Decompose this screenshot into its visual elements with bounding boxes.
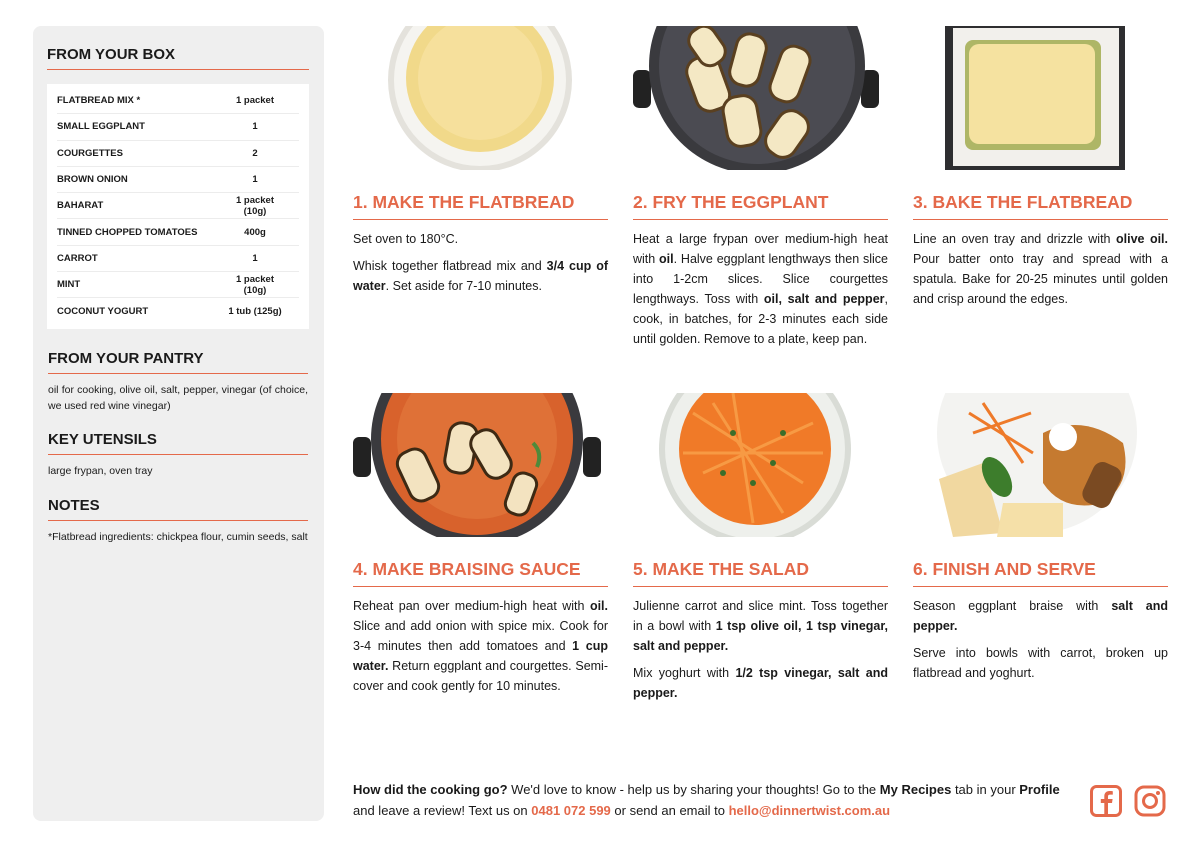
step-3-title: 3. BAKE THE FLATBREAD — [913, 192, 1168, 220]
step-1 — [353, 26, 608, 303]
step-5-body — [633, 596, 888, 703]
ingredient-row — [57, 114, 299, 140]
ingredient-qty: 400g — [244, 226, 266, 238]
ingredient-name: BROWN ONION — [57, 174, 128, 186]
step-4 — [353, 393, 608, 703]
notes-text: *Flatbread ingredients: chickpea flour, cumin seeds, salt — [48, 530, 308, 543]
social-links — [1090, 785, 1166, 817]
step-4-body — [353, 596, 608, 696]
ingredient-qty: 1 packet — [235, 95, 275, 107]
facebook-icon[interactable] — [1090, 785, 1122, 817]
step-6-photo — [913, 393, 1168, 537]
step-1-body — [353, 229, 608, 296]
ingredient-qty: 1 — [252, 252, 258, 264]
ingredient-row — [57, 272, 299, 298]
my-recipes-tab: My Recipes — [879, 782, 952, 797]
pantry-heading: FROM YOUR PANTRY — [48, 350, 308, 374]
step-3-photo — [913, 26, 1168, 170]
step-5 — [633, 393, 888, 710]
step-3 — [913, 26, 1168, 316]
ingredient-row — [57, 246, 299, 272]
step-text: Reheat pan over medium-high heat with oil. Slice and add onion with spice mix. Cook for 3-4 minutes then add tomatoes and 1 cup water. Return eggplant and courgettes. Semi-cover and cook gently for 10 minutes. — [353, 599, 608, 693]
ingredient-row — [57, 298, 299, 324]
ingredient-row — [57, 141, 299, 167]
step-text: Line an oven tray and drizzle with olive oil. Pour batter onto tray and spread with a spatula. Bake for 20-25 minutes until golden and crisp around the edges. — [913, 232, 1168, 306]
step-3-body — [913, 229, 1168, 309]
ingredient-name: COCONUT YOGURT — [57, 306, 149, 318]
step-text: Set oven to 180°C. — [353, 232, 459, 246]
ingredient-name: TINNED CHOPPED TOMATOES — [57, 226, 198, 238]
ingredient-qty: 1 tub (125g) — [228, 306, 282, 318]
email-link[interactable]: hello@dinnertwist.com.au — [728, 803, 891, 818]
step-5-title: 5. MAKE THE SALAD — [633, 559, 888, 587]
ingredient-name: FLATBREAD MIX * — [57, 95, 141, 107]
instagram-icon[interactable] — [1134, 785, 1166, 817]
step-2-body — [633, 229, 888, 349]
ingredient-qty: 1 — [252, 121, 258, 133]
step-text: Julienne carrot and slice mint. Toss together in a bowl with 1 tsp olive oil, 1 tsp vinegar, salt and pepper. — [633, 599, 889, 653]
step-text: Serve into bowls with carrot, broken up flatbread and yoghurt. — [913, 646, 1168, 680]
ingredient-row — [57, 219, 299, 245]
step-2-photo — [633, 26, 888, 170]
phone-link[interactable]: 0481 072 599 — [531, 803, 611, 818]
step-1-photo — [353, 26, 608, 170]
ingredient-name: BAHARAT — [57, 200, 104, 212]
ingredient-row — [57, 88, 299, 114]
ingredients-table — [47, 84, 309, 329]
ingredient-name: SMALL EGGPLANT — [57, 121, 145, 133]
step-4-title: 4. MAKE BRAISING SAUCE — [353, 559, 608, 587]
ingredients-sidebar — [33, 26, 324, 821]
ingredient-name: CARROT — [57, 252, 98, 264]
from-box-heading: FROM YOUR BOX — [47, 46, 309, 70]
step-text: Whisk together flatbread mix and 3/4 cup of water. Set aside for 7-10 minutes. — [353, 259, 609, 293]
step-2 — [633, 26, 888, 356]
step-2-title: 2. FRY THE EGGPLANT — [633, 192, 888, 220]
step-4-photo — [353, 393, 608, 537]
step-6-title: 6. FINISH AND SERVE — [913, 559, 1168, 587]
utensils-heading: KEY UTENSILS — [48, 431, 308, 455]
step-6 — [913, 393, 1168, 690]
step-5-photo — [633, 393, 888, 537]
utensils-text: large frypan, oven tray — [48, 464, 153, 477]
ingredient-qty: 1 — [252, 174, 258, 186]
ingredient-row — [57, 193, 299, 219]
feedback-question: How did the cooking go? — [353, 782, 508, 797]
pantry-text: oil for cooking, olive oil, salt, pepper, vinegar (of choice, we used red wine vinegar) — [48, 383, 308, 412]
notes-heading: NOTES — [48, 497, 308, 521]
step-6-body — [913, 596, 1168, 683]
ingredient-row — [57, 167, 299, 193]
step-text: Heat a large frypan over medium-high heat with oil. Halve eggplant lengthways then slice into 1-2cm slices. Slice courgettes lengthways. Toss with oil, salt and pepper, cook, in batches, for 2-3 minutes each side until golden. Remove to a plate, keep pan. — [633, 232, 888, 346]
ingredient-qty: 1 packet (10g) — [235, 194, 275, 217]
ingredient-qty: 1 packet (10g) — [235, 273, 275, 296]
ingredient-name: MINT — [57, 279, 81, 291]
profile-label: Profile — [1019, 782, 1060, 797]
step-text: Season eggplant braise with salt and pepper. — [913, 599, 1168, 633]
ingredient-name: COURGETTES — [57, 147, 123, 159]
step-text: Mix yoghurt with 1/2 tsp vinegar, salt and pepper. — [633, 666, 889, 700]
feedback-footer: How did the cooking go? We'd love to know - help us by sharing your thoughts! Go to the My Recipes tab in your Profile and leave a review! Text us on 0481 072 599 or send an email to hello@dinnertwist.com.au — [353, 782, 1060, 818]
ingredient-qty: 2 — [252, 147, 258, 159]
step-1-title: 1. MAKE THE FLATBREAD — [353, 192, 608, 220]
